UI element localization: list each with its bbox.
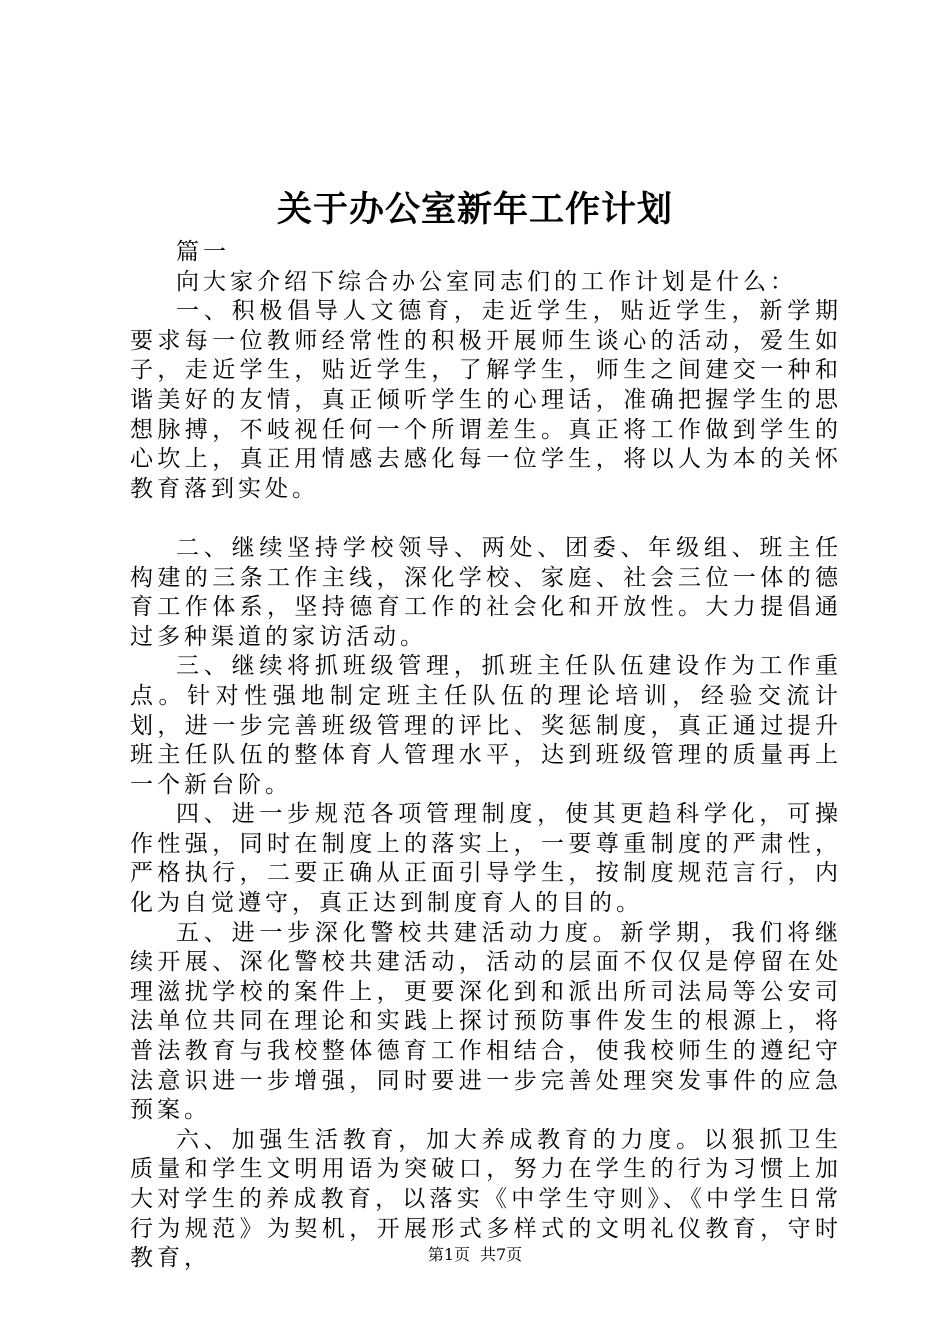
page-number: 第1页 <box>427 1245 470 1264</box>
paragraph-2: 二、继续坚持学校领导、两处、团委、年级组、班主任构建的三条工作主线，深化学校、家庭、社会三位一体的德育工作体系，坚持德育工作的社会化和开放性。大力提倡通过多种渠道的家访活动。 <box>130 534 842 650</box>
page-footer <box>0 1245 950 1265</box>
page-total: 共7页 <box>480 1245 523 1264</box>
intro-paragraph: 向大家介绍下综合办公室同志们的工作计划是什么： <box>176 268 797 295</box>
section-label: 篇一 <box>176 239 230 265</box>
document-title: 关于办公室新年工作计划 <box>276 189 673 230</box>
paragraph-6: 六、加强生活教育，加大养成教育的力度。以狠抓卫生质量和学生文明用语为突破口，努力在学生的行为习惯上加大对学生的养成教育，以落实《中学生守则》、《中学生日常行为规范》为契机，开展形式多样式的文明礼仪教育，守时教育， <box>130 1126 842 1272</box>
paragraph-1: 一、积极倡导人文德育，走近学生，贴近学生，新学期要求每一位教师经常性的积极开展师生谈心的活动，爱生如子，走近学生，贴近学生，了解学生，师生之间建交一种和谐美好的友情，真正倾听学生的心理话，准确把握学生的思想脉搏，不岐视任何一个所谓差生。真正将工作做到学生的心坎上，真正用情感去感化每一位学生，将以人为本的关怀教育落到实处。 <box>130 298 842 502</box>
paragraph-3: 三、继续将抓班级管理，抓班主任队伍建设作为工作重点。针对性强地制定班主任队伍的理论培训，经验交流计划，进一步完善班级管理的评比、奖惩制度，真正通过提升班主任队伍的整体育人管理水平，达到班级管理的质量再上一个新台阶。 <box>130 653 842 798</box>
paragraph-4: 四、进一步规范各项管理制度，使其更趋科学化，可操作性强，同时在制度上的落实上，一要尊重制度的严肃性，严格执行，二要正确从正面引导学生，按制度规范言行，内化为自觉遵守，真正达到制度育人的目的。 <box>130 801 842 917</box>
paragraph-5: 五、进一步深化警校共建活动力度。新学期，我们将继续开展、深化警校共建活动，活动的层面不仅仅是停留在处理滋扰学校的案件上，更要深化到和派出所司法局等公安司法单位共同在理论和实践上探讨预防事件发生的根源上，将普法教育与我校整体德育工作相结合，使我校师生的遵纪守法意识进一步增强，同时要进一步完善处理突发事件的应急预案。 <box>130 919 842 1124</box>
document-body <box>130 238 842 1274</box>
